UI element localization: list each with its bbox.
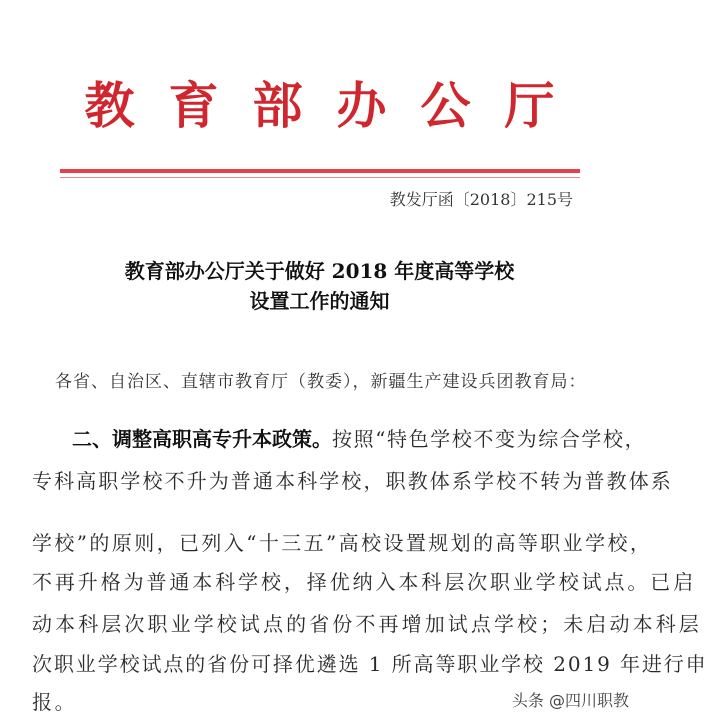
paragraph-line <box>72 423 646 452</box>
watermark: 头条 @四川职教 <box>511 691 629 710</box>
paragraph-line: 学校”的原则，已列入“十三五”高校设置规划的高等职业学校， <box>32 531 653 555</box>
letterhead-char: 公 <box>420 76 471 135</box>
title-line-1: 教育部办公厅关于做好 2018 年度高等学校 <box>124 259 515 283</box>
letterhead-char: 部 <box>252 76 303 135</box>
letterhead-char: 育 <box>168 76 219 135</box>
paragraph-line: 不再升格为普通本科学校，择优纳入本科层次职业学校试点。已启 <box>32 570 697 594</box>
red-divider <box>60 169 580 173</box>
red-divider-thin <box>60 177 580 178</box>
document-number: 教发厅函〔2018〕215号 <box>389 190 573 209</box>
paragraph-line: 次职业学校试点的省份可择优遴选 1 所高等职业学校 2019 年进行申 <box>32 652 708 676</box>
paragraph-line: 报。 <box>32 690 78 714</box>
paragraph-line: 动本科层次职业学校试点的省份不再增加试点学校；未启动本科层 <box>32 612 702 636</box>
letterhead <box>0 66 639 138</box>
paragraph-line: 专科高职学校不升为普通本科学校，职教体系学校不转为普教体系 <box>32 469 673 493</box>
letterhead-char: 厅 <box>504 76 555 135</box>
letterhead-char: 教 <box>84 76 135 135</box>
line-text: 按照“特色学校不变为综合学校， <box>332 427 647 451</box>
section-heading: 二、调整高职高专升本政策。 <box>72 427 332 451</box>
addressee: 各省、自治区、直辖市教育厅（教委），新疆生产建设兵团教育局： <box>55 372 587 392</box>
title-line-2: 设置工作的通知 <box>249 289 390 313</box>
letterhead-char: 办 <box>336 76 387 135</box>
